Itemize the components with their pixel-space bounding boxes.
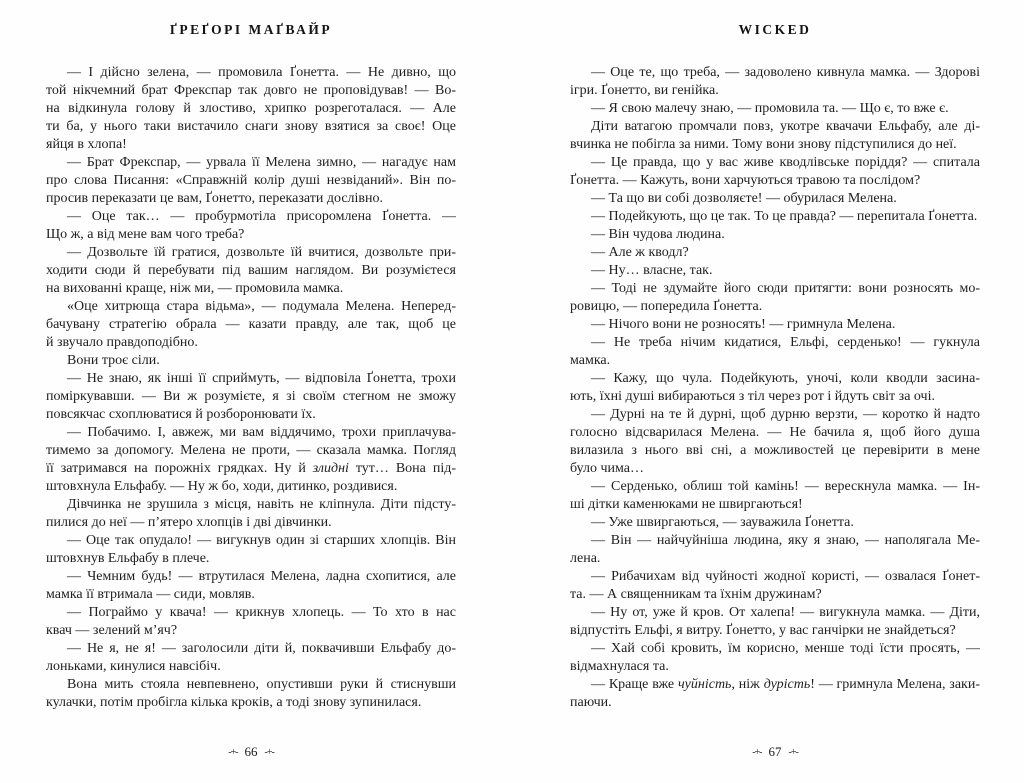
text-line: голосно відсварилася Мелена. — Не бачила я, щоб його душа bbox=[570, 425, 980, 440]
text-line: — Я свою малечу знаю, — промовила та. — Що є, то вже є. bbox=[591, 101, 949, 116]
left-page-number: 66 bbox=[244, 744, 258, 759]
text-line: відмахнулася та. bbox=[570, 659, 669, 674]
text-line: ти ба, у нього таки вистачило снаги знову взятися за своє! Оце bbox=[46, 119, 456, 134]
text-line: повсякчас схоплюватися й розборонювати їх. bbox=[46, 407, 316, 422]
text-line: штовхнула Ельфабу. — Ну ж бо, ходи, дитинко, роздивися. bbox=[46, 479, 398, 494]
text-line: вчинка не побігла за ними. Тому вони знову підступилися до неї. bbox=[570, 137, 957, 152]
text-line: Вони троє сіли. bbox=[67, 353, 160, 368]
text-line: — Але ж кводл? bbox=[591, 245, 689, 260]
text-line: вилазила з нього вві сні, а можливостей це перевірити в мене bbox=[570, 443, 980, 458]
text-line: — Пограймо у квача! — крикнув хлопець. — То хто в нас bbox=[67, 605, 456, 620]
text-line: — Уже швиргаються, — зауважила Ґонетта. bbox=[591, 515, 854, 530]
text-line bbox=[46, 460, 456, 478]
text-line: — Оце так опудало! — вигукнув один зі старших хлопців. Він bbox=[67, 533, 456, 548]
text-line: «Оце хитрюща стара відьма», — подумала Мелена. Неперед- bbox=[67, 299, 456, 314]
text-line: яйця в хлопа! bbox=[46, 137, 127, 152]
folio-ornament: -+- bbox=[788, 747, 798, 758]
text-fragment: її затримався на порожніх грядках. Ну й bbox=[46, 461, 313, 476]
right-page-text bbox=[570, 64, 980, 712]
text-line: Діти ватагою промчали повз, укотре квачачи Ельфабу, але ді- bbox=[591, 119, 980, 134]
text-line: штовхнув Ельфабу в плече. bbox=[46, 551, 210, 566]
text-line: Ґонетта. — Кажуть, вони харчуються травою та послідом? bbox=[570, 173, 921, 188]
emphasized-text: злидні bbox=[312, 461, 349, 476]
text-line: паючи. bbox=[570, 695, 612, 710]
text-line: — Кажу, що чула. Подейкують, уночі, коли кводли засина- bbox=[591, 371, 980, 386]
folio-ornament: -+- bbox=[228, 747, 238, 758]
text-line bbox=[570, 676, 980, 694]
text-line: Дівчинка не зрушила з місця, навіть не кліпнула. Діти підсту- bbox=[67, 497, 456, 512]
left-page-text bbox=[46, 64, 456, 712]
text-line: — Чемним будь! — втрутилася Мелена, ладна схопитися, але bbox=[67, 569, 456, 584]
folio-ornament: -+- bbox=[264, 747, 274, 758]
text-line: — Не знаю, як інші її сприймуть, — відповіла Ґонетта, трохи bbox=[67, 371, 456, 386]
folio-ornament: -+- bbox=[752, 747, 762, 758]
text-line: про слова Писання: «Справжній колір душі незвіданий». Він по- bbox=[46, 173, 456, 188]
text-line: ігри. Ґонетто, ви генійка. bbox=[570, 83, 719, 98]
text-line: — Оце так… — пробурмотіла присоромлена Ґонетта. — bbox=[67, 209, 456, 224]
running-header-title: WICKED bbox=[738, 22, 812, 37]
text-line: — Тоді не здумайте його сюди притягти: вони розносять мо- bbox=[591, 281, 980, 296]
text-line: — Хай собі кровить, їм корисно, менше тоді їсти просять, — bbox=[591, 641, 980, 656]
right-page bbox=[570, 0, 980, 783]
text-line: — Подейкують, що це так. То це правда? — перепитала Ґонетта. bbox=[591, 209, 978, 224]
right-page-number: 67 bbox=[768, 744, 782, 759]
text-line: було чима… bbox=[570, 461, 644, 476]
text-line: пилися до неї — п’ятеро хлопців і дві дівчинки. bbox=[46, 515, 332, 530]
text-line: — Рибачихам від чуйності жодної користі, — озвалася Ґонет- bbox=[591, 569, 980, 584]
text-line: Що ж, а від мене вам чого треба? bbox=[46, 227, 245, 242]
text-line: лена. bbox=[570, 551, 601, 566]
text-line: — І дійсно зелена, — промовила Ґонетта. — Не дивно, що bbox=[67, 65, 456, 80]
text-line: й звучало правдоподібно. bbox=[46, 335, 198, 350]
text-fragment: — Краще вже bbox=[591, 677, 678, 692]
text-line: — Побачимо. І, авжеж, ми вам віддячимо, трохи приплачува- bbox=[67, 425, 456, 440]
text-line: — Не я, не я! — заголосили діти й, поквачивши Ельфабу до- bbox=[67, 641, 456, 656]
text-line: — Брат Фрекспар, — урвала її Мелена зимно, — нагадує нам bbox=[67, 155, 456, 170]
text-line: відпустіть Ельфі, я витру. Ґонетто, у вас ганчірки не знайдеться? bbox=[570, 623, 956, 638]
text-line: — Це правда, що у вас живе кводлівське поріддя? — спитала bbox=[591, 155, 980, 170]
text-line: — Дозвольте їй гратися, дозвольте їй вчитися, дозвольте при- bbox=[67, 245, 456, 260]
text-line: квач — зелений м’яч? bbox=[46, 623, 178, 638]
text-line: ходити сюди й перебувати під вашим наглядом. Ви розумієтеся bbox=[46, 263, 456, 278]
text-line: — Дурні на те й дурні, щоб дурню верзти, — коротко й надто bbox=[591, 407, 980, 422]
emphasized-text: чуйність bbox=[678, 677, 732, 692]
text-line: тимемо за допомогу. Мелена не проти, — сказала мамка. Погляд bbox=[46, 443, 456, 458]
text-fragment: тут… Вона під- bbox=[348, 461, 456, 476]
text-fragment: ! — гримнула Мелена, заки- bbox=[810, 677, 980, 692]
text-line: — Нічого вони не розносять! — гримнула Мелена. bbox=[591, 317, 896, 332]
text-line: Вона мить стояла невпевнено, опустивши руки й стиснувши bbox=[67, 677, 456, 692]
text-line: на відкинула голову й злостиво, хрипко розреготалася. — Але bbox=[46, 101, 456, 116]
text-line: — Ну… власне, так. bbox=[591, 263, 713, 278]
text-line: — Серденько, облиш той камінь! — верескнула мамка. — Ін- bbox=[591, 479, 980, 494]
text-line: — Він — найчуйніша людина, яку я знаю, — наполягала Ме- bbox=[591, 533, 980, 548]
text-line: ші дітки каменюками не швиргаються! bbox=[570, 497, 803, 512]
text-line: мамка її втримала — сиди, мовляв. bbox=[46, 587, 255, 602]
text-line: — Та що ви собі дозволяєте! — обурилася Мелена. bbox=[591, 191, 897, 206]
text-line: кулачки, потім пробігла кілька кроків, а тоді знову зупинилася. bbox=[46, 695, 422, 710]
right-folio bbox=[570, 744, 980, 760]
text-line: ровицю, — попередила Ґонетта. bbox=[570, 299, 763, 314]
text-line: — Він чудова людина. bbox=[591, 227, 725, 242]
text-line: мамка. bbox=[570, 353, 611, 368]
text-line: поміркувавши. — Ви ж розумієте, я зі своїм стегном не зможу bbox=[46, 389, 456, 404]
text-line: на вихованні краще, ніж ми, — промовила мамка. bbox=[46, 281, 344, 296]
text-line: — Оце те, що треба, — задоволено кивнула мамка. — Здорові bbox=[591, 65, 980, 80]
emphasized-text: дурість bbox=[763, 677, 811, 692]
text-line: просив переказати це вам, Ґонетто, переказати дослівно. bbox=[46, 191, 384, 206]
text-line: — Не треба нічим кидатися, Ельфі, серденько! — гукнула bbox=[591, 335, 980, 350]
text-line: той нікчемний брат Фрекспар так довго не проповідував! — Во- bbox=[46, 83, 456, 98]
left-folio bbox=[46, 744, 456, 760]
left-page bbox=[46, 0, 456, 783]
text-line: лоньками, кинулися навсібіч. bbox=[46, 659, 221, 674]
text-line: ють, їхні душі вибираються з тіл через рот і йдуть світ за очі. bbox=[570, 389, 935, 404]
text-fragment: , ніж bbox=[731, 677, 764, 692]
text-line: бачувану стратегію обрала — казати правду, але так, щоб це bbox=[46, 317, 456, 332]
running-header-author: ҐРЕҐОРІ МАҐВАЙР bbox=[169, 22, 333, 37]
text-line: — Ну от, уже й кров. От халепа! — вигукнула мамка. — Діти, bbox=[591, 605, 980, 620]
text-line: та. — А священникам та їхнім дружинам? bbox=[570, 587, 822, 602]
